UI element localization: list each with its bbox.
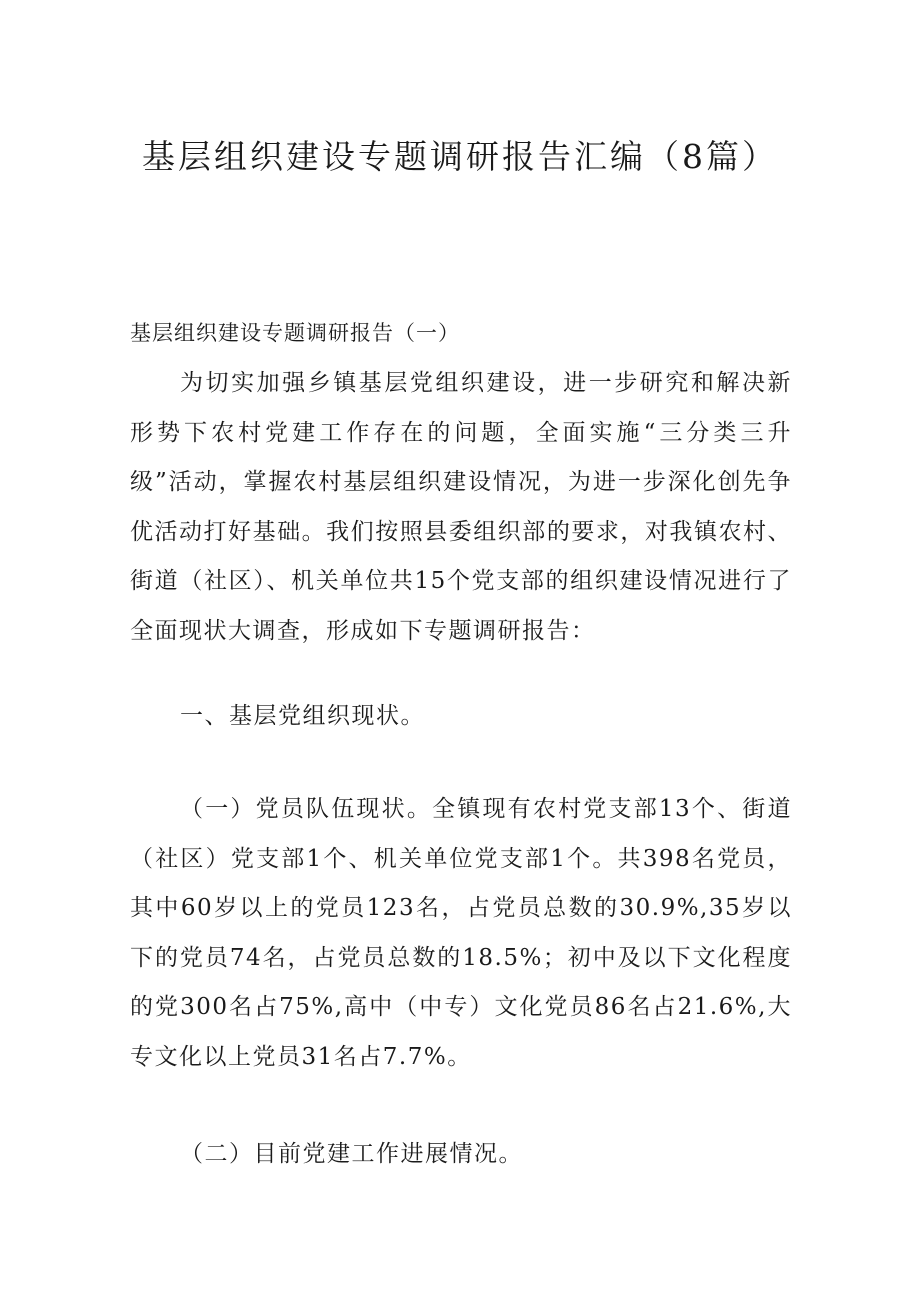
section-2-heading: （二）目前党建工作进展情况。: [180, 1141, 523, 1167]
section-1-paragraph: （一）党员队伍现状。全镇现有农村党支部13个、街道（社区）党支部1个、机关单位党支部1个。共398名党员，其中60岁以上的党员123名，占党员总数的30.9%,35岁以下的党员74名，占党员总数的18.5%；初中及以下文化程度的党300名占75%,高中（中专）文化党员86名占21.6%,大专文化以上党员31名占7.7%。: [130, 796, 792, 1070]
intro-paragraph: 为切实加强乡镇基层党组织建设，进一步研究和解决新形势下农村党建工作存在的问题，全面实施“三分类三升级”活动，掌握农村基层组织建设情况，为进一步深化创先争优活动打好基础。我们按照县委组织部的要求，对我镇农村、街道（社区）、机关单位共15个党支部的组织建设情况进行了全面现状大调查，形成如下专题调研报告：: [130, 370, 792, 644]
section-heading-1: 一、基层党组织现状。: [180, 703, 425, 729]
document-title: 基层组织建设专题调研报告汇编（8篇）: [142, 137, 778, 176]
report-subtitle: 基层组织建设专题调研报告（一）: [130, 321, 460, 345]
